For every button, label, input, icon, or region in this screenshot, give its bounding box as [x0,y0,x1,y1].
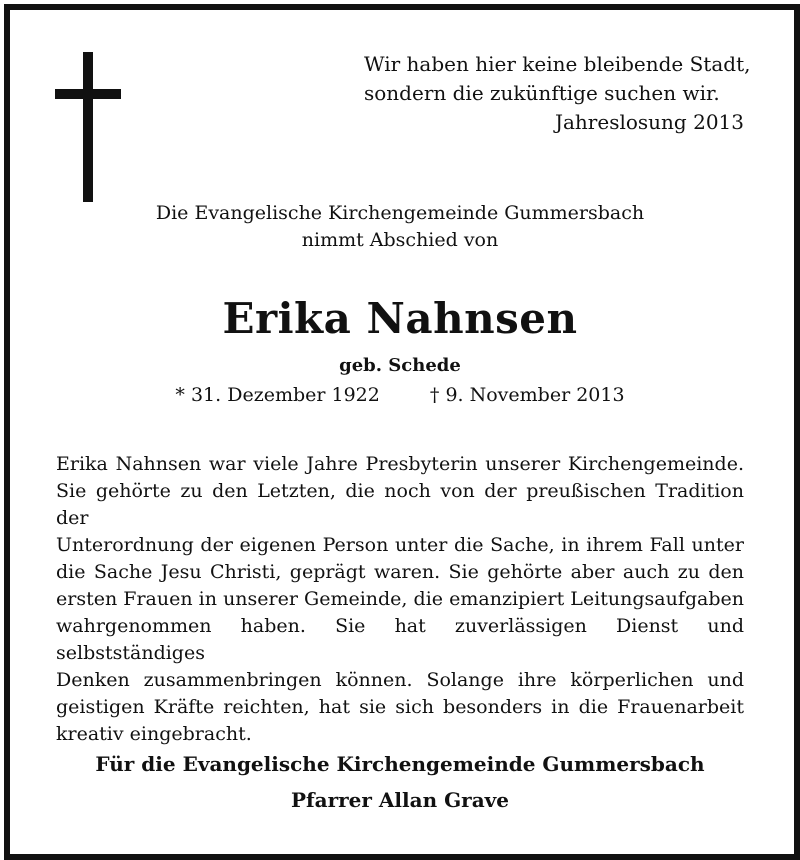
verse-source: Jahreslosung 2013 [554,110,744,134]
announcement [0,200,800,254]
bible-verse [364,50,751,137]
tribute-line: Erika Nahnsen war viele Jahre Presbyterin unserer Kirchengemeinde. [56,453,744,475]
cross-horizontal-bar [55,89,121,99]
birth-name: geb. Schede [339,355,461,376]
tribute-line: ersten Frauen in unserer Gemeinde, die emanzipiert Leitungsaufgaben [56,588,744,610]
verse-line-1: Wir haben hier keine bleibende Stadt, [364,52,751,76]
tribute-text [56,451,744,748]
tribute-line: kreativ eingebracht. [56,723,252,745]
deceased-name: Erika Nahnsen [222,294,578,343]
death-date: † 9. November 2013 [429,384,625,406]
announcement-line-1: Die Evangelische Kirchengemeinde Gummersbach [155,202,645,224]
signature-pastor: Pfarrer Allan Grave [291,788,509,812]
tribute-line: die Sache Jesu Christi, geprägt waren. Sie gehörte aber auch zu den [56,561,744,583]
verse-line-2: sondern die zukünftige suchen wir. [364,81,720,105]
birth-date: * 31. Dezember 1922 [175,384,380,406]
announcement-line-2: nimmt Abschied von [301,229,499,251]
tribute-line: Unterordnung der eigenen Person unter die Sache, in ihrem Fall unter [56,534,744,556]
life-dates [0,384,800,406]
tribute-line: wahrgenommen haben. Sie hat zuverlässigen Dienst und selbstständiges [56,615,744,664]
signature-organization: Für die Evangelische Kirchengemeinde Gummersbach [95,752,705,776]
tribute-line: Denken zusammenbringen können. Solange ihre körperlichen und [56,669,744,691]
cross-vertical-bar [83,52,93,202]
tribute-line: Sie gehörte zu den Letzten, die noch von der preußischen Tradition der [56,480,744,529]
tribute-line: geistigen Kräfte reichten, hat sie sich besonders in die Frauenarbeit [56,696,744,718]
